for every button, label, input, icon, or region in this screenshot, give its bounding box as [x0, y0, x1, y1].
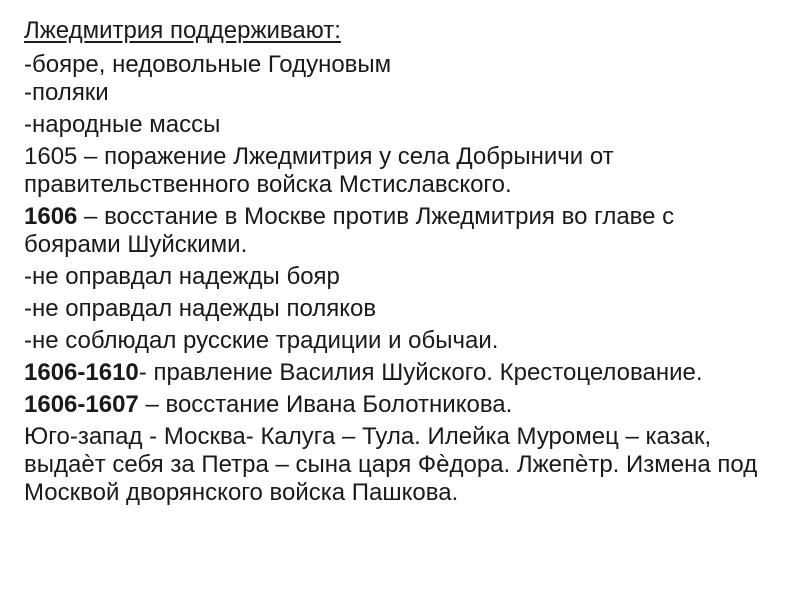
supporter-poles: -поляки [24, 79, 109, 106]
event-1606-1607 [24, 391, 776, 419]
event-1606-1610 [24, 359, 776, 387]
event-1606-1610-year: 1606-1610 [24, 359, 139, 386]
reason-traditions: -не соблюдал русские традиции и обычаи. [24, 327, 499, 354]
heading-supporters: Лжедмитрия поддерживают: [24, 17, 341, 44]
event-1606 [24, 203, 776, 259]
event-1606-year: 1606 [24, 203, 78, 230]
event-1606-1610-text: - правление Василия Шуйского. Крестоцелование. [138, 359, 703, 386]
supporter-masses: -народные массы [24, 111, 221, 138]
reason-boyars: -не оправдал надежды бояр [24, 263, 340, 290]
event-1605-year: 1605 [24, 143, 78, 170]
event-1606-text: – восстание в Москве против Лжедмитрия во главе с боярами Шуйскими. [24, 203, 675, 258]
event-1606-1607-text: – восстание Ивана Болотникова. [138, 391, 513, 418]
event-1605-text: – поражение Лжедмитрия у села Добрыничи от правительственного войска Мстиславского. [24, 143, 614, 198]
final-paragraph: Юго-запад - Москва- Калуга – Тула. Илейка Муромец – казак, выдаѐт себя за Петра – сына царя Фѐдора. Лжепѐтр. Измена под Москвой дворянского войска Пашкова. [24, 423, 758, 506]
event-1605 [24, 143, 776, 199]
reason-poles: -не оправдал надежды поляков [24, 295, 377, 322]
supporter-boyars: -бояре, недовольные Годуновым [24, 51, 392, 78]
event-1606-1607-year: 1606-1607 [24, 391, 139, 418]
